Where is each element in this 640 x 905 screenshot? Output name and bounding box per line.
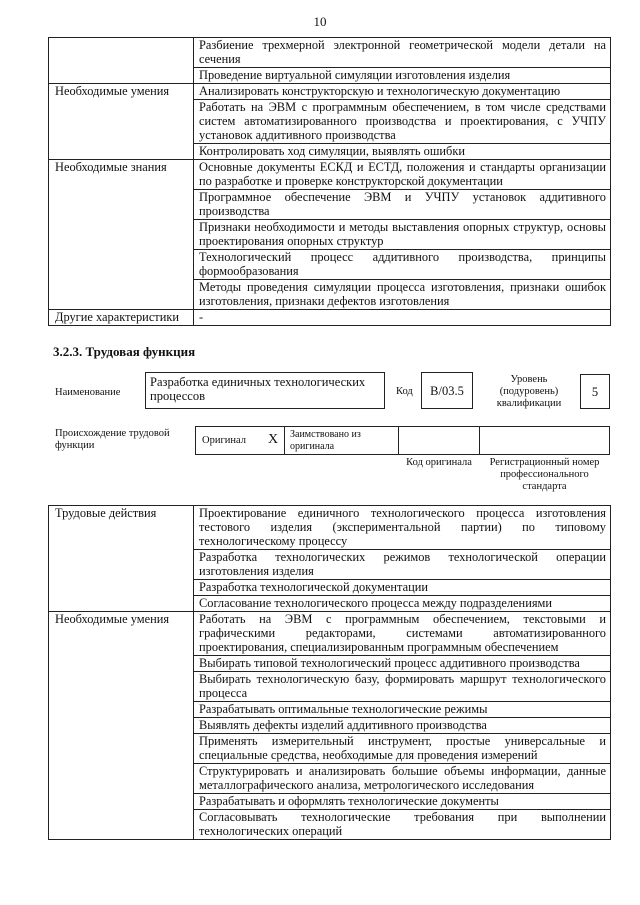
row-item: Согласовывать технологические требования при выполнении технологических операций <box>194 810 611 840</box>
table-row <box>49 38 611 68</box>
row-item: Применять измерительный инструмент, простые универсальные и специальные средства, необходимые для проведения измерений <box>194 734 611 764</box>
row-item: Разработка технологической документации <box>194 580 611 596</box>
original-label: Оригинал <box>202 435 246 446</box>
original-mark: X <box>268 432 279 447</box>
row-item: Проектирование единичного технологического процесса изготовления тестового изделия (экспериментальной партии) по типовому технологическому процессу <box>194 506 611 550</box>
origin-label: Происхождение трудовой функции <box>55 428 170 451</box>
row-item: Программное обеспечение ЭВМ и УЧПУ установок аддитивного производства <box>194 190 611 220</box>
row-category: Другие характеристики <box>49 310 194 326</box>
row-item: Технологический процесс аддитивного производства, принципы формообразования <box>194 250 611 280</box>
row-item: Методы проведения симуляции процесса изготовления, признаки ошибок изготовления, признаки дефектов изготовления <box>194 280 611 310</box>
row-item: Структурировать и анализировать большие объемы информации, данные металлографического анализа, метрологического исследования <box>194 764 611 794</box>
table-row <box>49 84 611 100</box>
row-item: Согласование технологического процесса между подразделениями <box>194 596 611 612</box>
row-item: Признаки необходимости и методы выставления опорных структур, основы проектирования опорных структур <box>194 220 611 250</box>
table-row <box>49 612 611 656</box>
row-item: Выбирать типовой технологический процесс аддитивного производства <box>194 656 611 672</box>
row-category: Необходимые умения <box>49 84 194 160</box>
code-original-box <box>398 426 480 455</box>
level-value: 5 <box>591 385 599 399</box>
row-item: Разрабатывать оптимальные технологические режимы <box>194 702 611 718</box>
row-item: Разрабатывать и оформлять технологические документы <box>194 794 611 810</box>
code-original-label: Код оригинала <box>406 457 472 468</box>
row-item: Контролировать ход симуляции, выявлять ошибки <box>194 144 611 160</box>
borrowed-label: Заимствовано из оригинала <box>290 429 361 452</box>
row-item: Разбиение трехмерной электронной геометрической модели детали на сечения <box>194 38 611 68</box>
row-category <box>49 38 194 84</box>
row-item: Основные документы ЕСКД и ЕСТД, положения и стандарты организации по разработке и проверке конструкторской документации <box>194 160 611 190</box>
function-name-value: Разработка единичных технологических процессов <box>150 375 366 403</box>
row-item: Работать на ЭВМ с программным обеспечением, текстовыми и графическими редакторами, системами автоматизированного проектирования, специализированным программным обеспечением <box>194 612 611 656</box>
level-box <box>580 374 610 409</box>
table-row <box>49 310 611 326</box>
reg-number-box <box>479 426 610 455</box>
row-category: Необходимые умения <box>49 612 194 840</box>
row-category: Необходимые знания <box>49 160 194 310</box>
row-item: Проведение виртуальной симуляции изготовления изделия <box>194 68 611 84</box>
row-item: Разработка технологических режимов технологической операции изготовления изделия <box>194 550 611 580</box>
original-box <box>195 426 285 455</box>
section-heading: 3.2.3. Трудовая функция <box>53 344 196 359</box>
reg-number-label: Регистрационный номер профессионального стандарта <box>489 457 600 492</box>
code-box <box>421 372 473 409</box>
page-number: 10 <box>313 14 327 29</box>
requirements-table-2 <box>48 505 611 840</box>
row-item: - <box>194 310 611 326</box>
table-row <box>49 506 611 550</box>
row-item: Анализировать конструкторскую и технологическую документацию <box>194 84 611 100</box>
requirements-table-1 <box>48 37 611 326</box>
level-label: Уровень (подуровень) квалификации <box>496 374 562 409</box>
row-item: Выбирать технологическую базу, формировать маршрут технологического процесса <box>194 672 611 702</box>
row-item: Выявлять дефекты изделий аддитивного производства <box>194 718 611 734</box>
table-row <box>49 160 611 190</box>
code-label: Код <box>396 386 413 397</box>
name-label: Наименование <box>55 387 121 398</box>
row-category: Трудовые действия <box>49 506 194 612</box>
function-name-box <box>145 372 385 409</box>
borrowed-box <box>284 426 399 455</box>
code-value: В/03.5 <box>430 384 464 398</box>
row-item: Работать на ЭВМ с программным обеспечением, в том числе средствами систем автоматизированного производства и проектирования, с УЧПУ установок аддитивного производства <box>194 100 611 144</box>
